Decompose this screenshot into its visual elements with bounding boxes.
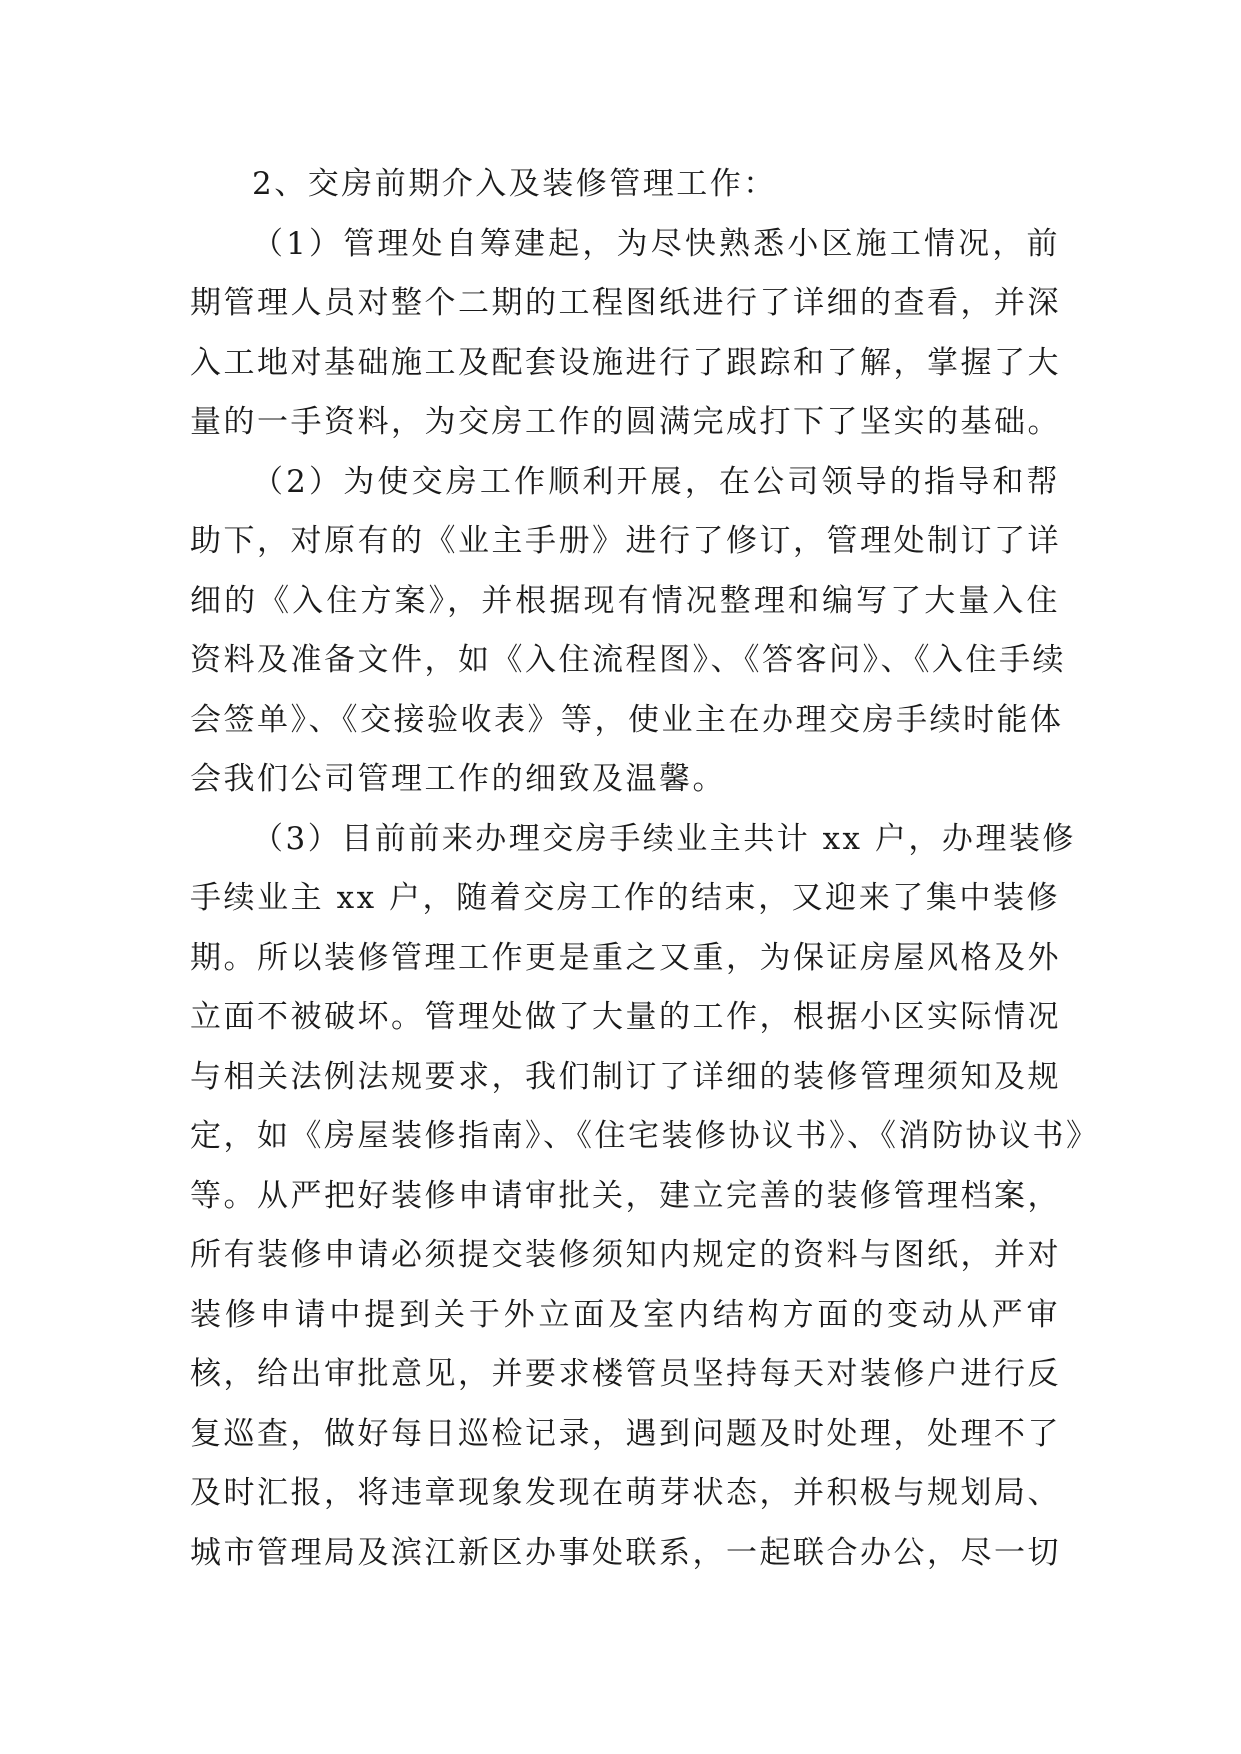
paragraph-line: （1）管理处自筹建起，为尽快熟悉小区施工情况，前 — [252, 225, 1060, 262]
paragraph-line: （3）目前前来办理交房手续业主共计 xx 户，办理装修 — [252, 820, 1076, 857]
paragraph-line: 复巡查，做好每日巡检记录，遇到问题及时处理，处理不了 — [190, 1415, 1061, 1452]
paragraph-1 — [190, 215, 1060, 453]
paragraph-line: 期。所以装修管理工作更是重之又重，为保证房屋风格及外 — [190, 939, 1061, 976]
paragraph-line: 细的《入住方案》，并根据现有情况整理和编写了大量入住 — [190, 582, 1060, 619]
section-heading: 2、交房前期介入及装修管理工作： — [252, 166, 777, 202]
document-body — [190, 155, 1100, 1583]
paragraph-2 — [190, 453, 1066, 810]
paragraph-line: 助下，对原有的《业主手册》进行了修订，管理处制订了详 — [190, 523, 1061, 559]
paragraph-line: 装修申请中提到关于外立面及室内结构方面的变动从严审 — [190, 1296, 1060, 1333]
paragraph-line: 立面不被破坏。管理处做了大量的工作，根据小区实际情况 — [190, 999, 1061, 1035]
paragraph-line: 所有装修申请必须提交装修须知内规定的资料与图纸，并对 — [190, 1237, 1061, 1273]
paragraph-line: 城市管理局及滨江新区办事处联系，一起联合办公，尽一切 — [190, 1534, 1061, 1571]
paragraph-line: 及时汇报，将违章现象发现在萌芽状态，并积极与规划局、 — [190, 1475, 1061, 1511]
paragraph-line: 资料及准备文件，如《入住流程图》、《答客问》、《入住手续 — [190, 642, 1066, 678]
paragraph-line: 与相关法例法规要求，我们制订了详细的装修管理须知及规 — [190, 1058, 1061, 1095]
paragraph-line: 期管理人员对整个二期的工程图纸进行了详细的查看，并深 — [190, 285, 1061, 321]
paragraph-line: 量的一手资料，为交房工作的圆满完成打下了坚实的基础。 — [190, 404, 1061, 440]
paragraph-line: 入工地对基础施工及配套设施进行了跟踪和了解，掌握了大 — [190, 344, 1061, 381]
paragraph-line: 等。从严把好装修申请审批关，建立完善的装修管理档案， — [190, 1177, 1061, 1214]
paragraph-line: 手续业主 xx 户，随着交房工作的结束，又迎来了集中装修 — [190, 880, 1060, 916]
paragraph-line: 会我们公司管理工作的细致及温馨。 — [190, 761, 726, 797]
paragraph-line: （2）为使交房工作顺利开展，在公司领导的指导和帮 — [252, 463, 1060, 500]
paragraph-line: 会签单》、《交接验收表》等，使业主在办理交房手续时能体 — [190, 701, 1064, 738]
paragraph-3 — [190, 810, 1100, 1584]
paragraph-line: 定，如《房屋装修指南》、《住宅装修协议书》、《消防协议书》 — [190, 1118, 1100, 1154]
paragraph-line: 核，给出审批意见，并要求楼管员坚持每天对装修户进行反 — [190, 1356, 1061, 1392]
